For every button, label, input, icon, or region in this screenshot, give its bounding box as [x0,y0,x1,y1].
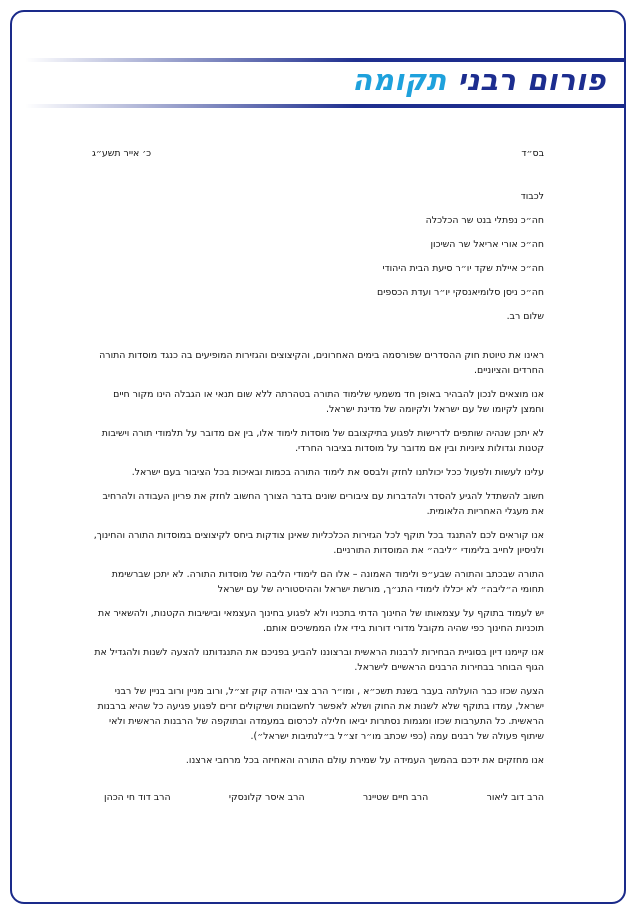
signatory-1: הרב דוב ליאור [486,792,544,803]
paragraph-4: עלינו לעשות ולפעול ככל יכולתנו לחזק ולבסס את לימוד התורה בכמות ובאיכות בכל הציבור בעם ישראל. [131,467,544,478]
paragraph-7: התורה שבכתב והתורה שבע״פ ולימוד האמונה – אלו הם לימודי הליבה של מוסדות התורה. לא יתכן שברשימת תחומי ה״ליבה״ לא יכללו לימודי התנ״ך, מורשת ישראל וההיסטוריה של עם ישראל [111,569,544,595]
signatures-row [92,790,544,805]
signatory-2: הרב חיים שטיינר [362,792,429,803]
paragraph-9: אנו קיימנו דיון בסוגיית הבחירות לרבנות הראשית וברצוננו להביע בפניכם את התנגדותנו להצעה לשנות ולהגדיל את הגוף הבוחר בבחירות הרבנים הראשיים לישראל. [94,647,544,673]
addressee-4: חה״כ ניסן סלומיאנסקי יו״ר ועדת הכספים [377,287,544,298]
paragraph-10: הצעה שכזו כבר הועלתה בעבר בשנת תשכ״א , ומו״ר הרב צבי יהודה קוק זצ״ל, ורוב מניין ורוב בניין של רבני ישראל, עמדו בתוקף שלא לשנות את החוק ושלא לאפשר לחשבונות ושיקולים זרים לפגוע פגיעה כל שהיא ברבנות הראשית. כל התערבות שכזו ומגמות נסתרות יביאו חלילה לכרסום במעמדה ובתוקפה של הרבנות הראשית ולאי שיתוף פעולה של רבנים עמה (כפי שכתב מו״ר זצ״ל ב״לנתיבות ישראל״). [97,686,544,742]
paragraph-6: אנו קוראים לכם להתנגד בכל תוקף לכל הגזירות הכלכליות שאינן צודקות ביחס לקיצוצים במוסדות התורה והחינוך, ולניסיון לחייב בלימודי ״ליבה״ את המוסדות התורניים. [93,530,544,556]
addressee-2: חה״כ אורי אריאל שר השיכון [430,239,544,250]
paragraph-3: לא יתכן שנהיה שותפים לדרישות לפגוע בתיקצובם של מוסדות לימוד אלו, בין אם מדובר על תלמודי תורה וישיבות קטנות וגדולות ציוניות ובין אם מדובר על מוסדות בציבור החרדי. [101,428,544,454]
addressee-3: חה״כ איילת שקד יו״ר סיעת הבית היהודי [382,263,544,274]
letter-header-row [92,146,544,161]
paragraph-5: חשוב להשתדל להגיע להסדר ולהדברות עם ציבורים שונים בדבר הצורך החשוב לחזק את פריון העבודה ולהרחיב את מעגלי האחריות הלאומית. [102,491,544,517]
letter-date: כ׳ אייר תשע״ג [92,148,152,159]
signatory-3: הרב איסר קלונסקי [228,792,305,803]
logo-text-accent: תקומה [352,63,447,97]
letter-body [92,146,544,805]
logo-text-main: פורום רבני [457,63,606,97]
bsd-mark: בס״ד [521,148,544,159]
salutation-to: לכבוד [520,191,544,202]
paragraph-8: יש לעמוד בתוקף על עצמאותו של החינוך הדתי בתכניו ולא לפגוע בחינוך העצמאי ובישיבות הקטנות, ולהשאיר את תוכניות החינוך כפי שהיה מקובל מדורי דורות בידי אלו הממשיכים אותם. [98,608,544,634]
header-stripe-bottom [25,104,626,108]
paragraph-2: אנו מוצאים לנכון להבהיר באופן חד משמעי שלימוד התורה בטהרתה ללא שום תנאי או הגבלה הינו מקור חיים וחמצן לקיומו של עם ישראל ולקיומה של מדינת ישראל. [113,389,544,415]
forum-logo [352,63,606,97]
addressee-1: חה״כ נפתלי בנט שר הכלכלה [425,215,544,226]
paragraph-1: ראינו את טיוטת חוק ההסדרים שפורסמה בימים האחרונים, והקיצוצים והגזירות המופיעים בה כנגד מוסדות התורה החרדים והציוניים. [99,350,544,376]
greeting: שלום רב. [506,311,544,322]
signatory-4: הרב דוד חי הכהן [104,792,171,803]
paragraph-11: אנו מחזקים את ידכם בהמשך העמידה על שמירת עולם התורה והאחיזה בכל מרחבי ארצנו. [185,755,544,766]
header-stripe-top [25,58,626,62]
